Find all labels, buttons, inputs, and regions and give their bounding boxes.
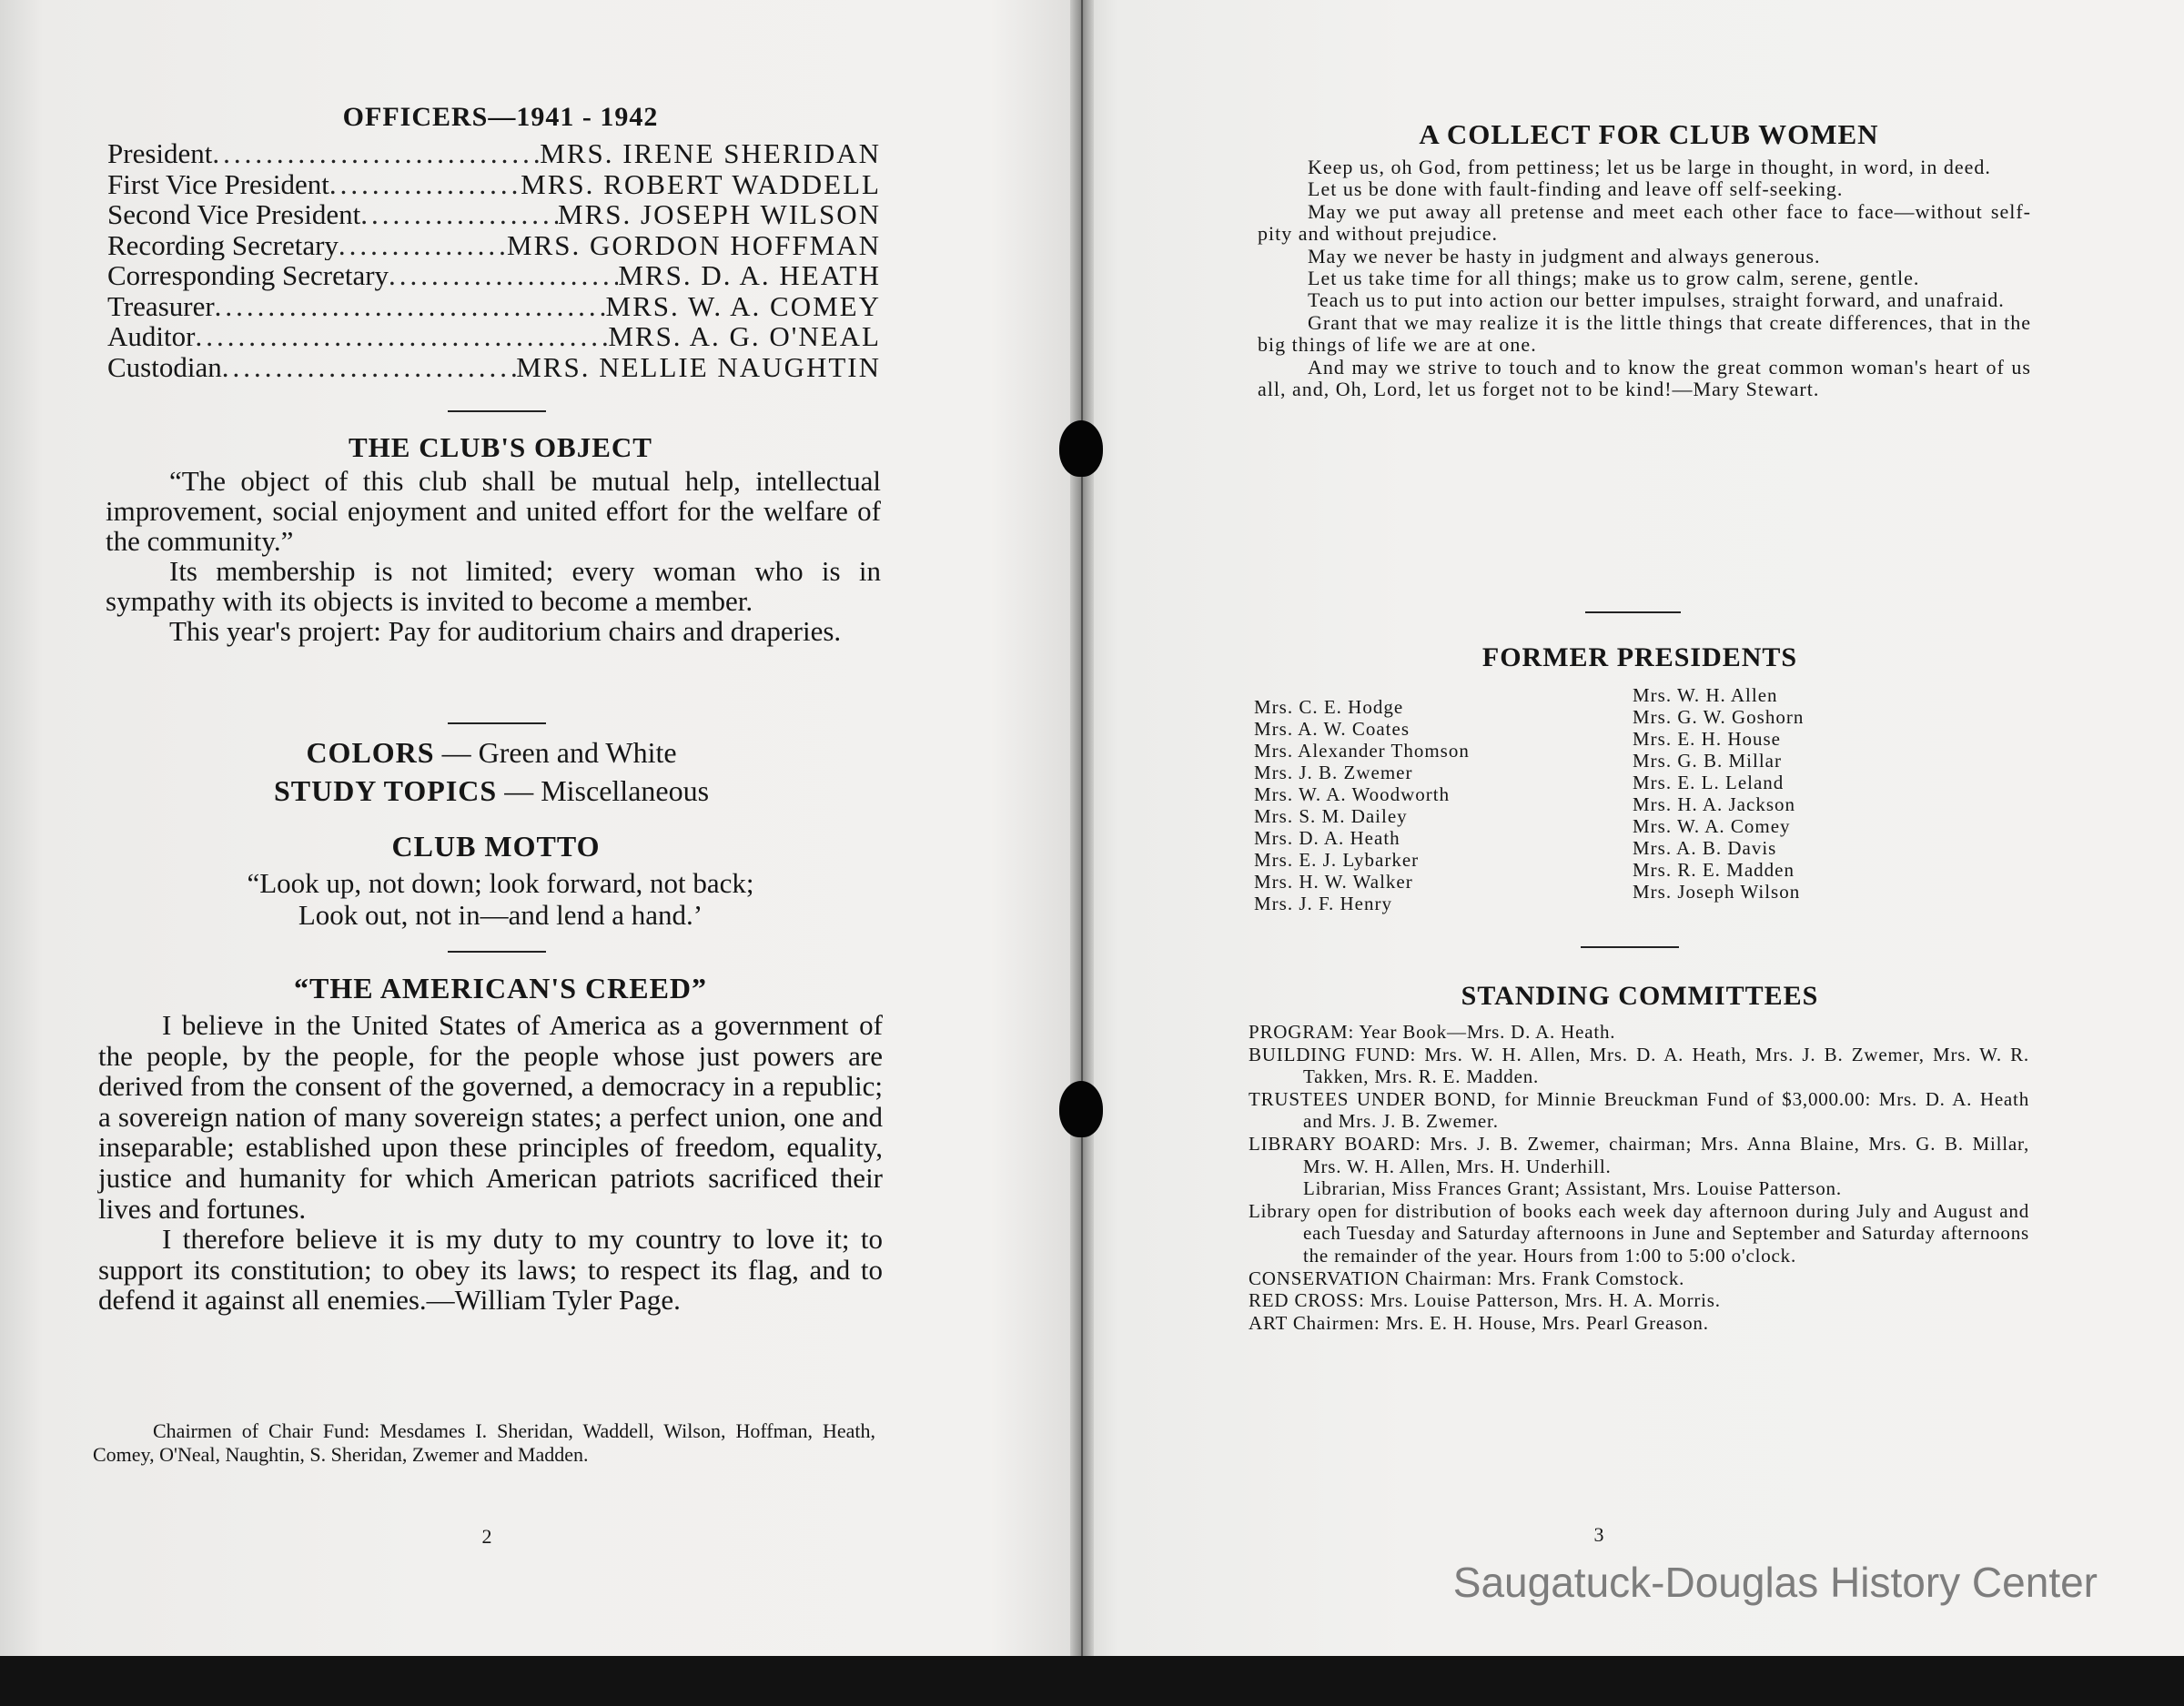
membership-paragraph: Its membership is not limited; every woman who is in sympathy with its objects is invited to become a member. xyxy=(106,555,881,617)
officer-row xyxy=(107,291,881,322)
leader-dots xyxy=(339,230,507,261)
president-name: Mrs. J. F. Henry xyxy=(1254,893,1392,914)
officer-row xyxy=(107,321,881,352)
leader-dots xyxy=(215,291,606,322)
colors-value: — Green and White xyxy=(441,736,677,769)
officer-name: MRS. JOSEPH WILSON xyxy=(558,199,881,230)
officer-name: MRS. W. A. COMEY xyxy=(605,290,881,321)
former-presidents-heading: FORMER PRESIDENTS xyxy=(1481,642,1798,672)
officer-row xyxy=(107,169,881,200)
chair-fund-note: Chairmen of Chair Fund: Mesdames I. Sheridan, Waddell, Wilson, Hoffman, Heath, Comey, O'Neal, Naughtin, S. Sheridan, Zwemer and Madden. xyxy=(93,1419,875,1466)
collect-line: Let us take time for all things; make us to grow calm, serene, gentle. xyxy=(1308,267,1920,290)
collect-line: May we never be hasty in judgment and always generous. xyxy=(1308,244,1821,268)
officer-name: MRS. NELLIE NAUGHTIN xyxy=(516,351,881,382)
former-presidents-left-column xyxy=(1254,696,1636,914)
president-name: Mrs. D. A. Heath xyxy=(1254,827,1400,849)
committee-text: Chairmen: Mrs. E. H. House, Mrs. Pearl Greason. xyxy=(1292,1311,1709,1334)
committee-building-fund xyxy=(1249,1044,2029,1088)
officer-row xyxy=(107,260,881,291)
officer-name: MRS. GORDON HOFFMAN xyxy=(507,229,881,260)
creed-paragraph-1: I believe in the United States of America as a government of the people, by the people, for the people whose just powers are derived from the consent of the governed, a democracy in a republic; a sovereign nation of many sovereign states; a perfect union, one and inseparable; established upon these principles of freedom, equality, justice and humanity for which American patriots sacrificed their lives and fortunes. xyxy=(98,1009,883,1225)
officers-heading: OFFICERS—1941 - 1942 xyxy=(342,102,659,132)
library-hours: Library open for distribution of books each week day afternoon during July and August and each Tuesday and Saturday afternoons in June and September and Saturday afternoons the remainder of the year. Hours from 1:00 to 5:00 o'clock. xyxy=(1249,1199,2029,1267)
officer-row xyxy=(107,352,881,383)
leader-dots xyxy=(360,199,558,230)
leader-dots xyxy=(222,352,516,383)
divider-rule xyxy=(1581,946,1679,948)
former-presidents-right-column xyxy=(1633,684,1997,903)
punch-hole xyxy=(1059,1081,1103,1137)
committee-label: LIBRARY BOARD: xyxy=(1249,1132,1421,1155)
colors-label: COLORS xyxy=(306,736,435,769)
president-name: Mrs. E. J. Lybarker xyxy=(1254,849,1420,871)
officer-name: MRS. IRENE SHERIDAN xyxy=(540,138,881,169)
committee-text: Mrs. J. B. Zwemer, chairman; Mrs. Anna Blaine, Mrs. G. B. Millar, Mrs. W. H. Allen, Mrs. H. Underhill. xyxy=(1303,1132,2029,1177)
officer-role: Second Vice President xyxy=(107,199,361,230)
club-motto-text xyxy=(118,867,883,931)
project-paragraph: This year's projert: Pay for auditorium chairs and draperies. xyxy=(169,615,842,647)
officer-role: Recording Secretary xyxy=(107,229,339,260)
officer-role: Treasurer xyxy=(107,290,215,321)
committee-label: RED CROSS: xyxy=(1249,1289,1365,1312)
collect-heading: A COLLECT FOR CLUB WOMEN xyxy=(1419,118,1879,150)
club-object-heading: THE CLUB'S OBJECT xyxy=(349,431,652,463)
president-name: Mrs. G. B. Millar xyxy=(1633,750,1782,772)
collect-line: Grant that we may realize it is the little things that create differences, that in the big things of life we are at one. xyxy=(1258,310,2031,357)
committee-label: BUILDING FUND: xyxy=(1249,1043,1417,1065)
standing-committees-heading: STANDING COMMITTEES xyxy=(1461,981,1819,1011)
leader-dots xyxy=(389,260,618,291)
president-name: Mrs. G. W. Goshorn xyxy=(1633,706,1805,728)
leader-dots xyxy=(212,138,540,169)
divider-rule xyxy=(1585,611,1681,613)
leader-dots xyxy=(329,169,521,200)
president-name: Mrs. S. M. Dailey xyxy=(1254,805,1408,827)
creed-paragraph-2: I therefore believe it is my duty to my country to love it; to support its constitution; to obey its laws; to respect its flag, and to defend it against all enemies.—William Tyler Page. xyxy=(98,1223,883,1317)
president-name: Mrs. E. L. Leland xyxy=(1633,772,1785,793)
collect-text xyxy=(1258,156,2031,400)
president-name: Mrs. W. A. Comey xyxy=(1633,815,1791,837)
collect-line: Teach us to put into action our better impulses, straight forward, and unafraid. xyxy=(1308,288,2005,312)
president-name: Mrs. H. A. Jackson xyxy=(1633,793,1795,815)
standing-committees-list xyxy=(1249,1021,2029,1334)
study-topics-label: STUDY TOPICS xyxy=(273,774,498,807)
committee-label: ART xyxy=(1249,1311,1288,1334)
president-name: Mrs. J. B. Zwemer xyxy=(1254,762,1413,783)
committee-conservation xyxy=(1249,1267,2029,1290)
officer-row xyxy=(107,199,881,230)
committee-text: Mrs. W. H. Allen, Mrs. D. A. Heath, Mrs. J. B. Zwemer, Mrs. W. R. Takken, Mrs. R. E. Madden. xyxy=(1303,1043,2029,1088)
officer-name: MRS. ROBERT WADDELL xyxy=(521,168,881,199)
watermark-text: Saugatuck-Douglas History Center xyxy=(1452,1559,2098,1606)
creed-heading: “THE AMERICAN'S CREED” xyxy=(293,972,708,1004)
collect-line: May we put away all pretense and meet each other face to face—without self-pity and without prejudice. xyxy=(1258,199,2031,246)
president-name: Mrs. Alexander Thomson xyxy=(1254,740,1470,762)
committee-red-cross xyxy=(1249,1289,2029,1312)
binding-fold xyxy=(1070,0,1094,1706)
page-number: 3 xyxy=(1593,1523,1604,1546)
president-name: Mrs. R. E. Madden xyxy=(1633,859,1795,881)
president-name: Mrs. Joseph Wilson xyxy=(1633,881,1801,903)
president-name: Mrs. E. H. House xyxy=(1633,728,1781,750)
committee-text: Year Book—Mrs. D. A. Heath. xyxy=(1359,1021,1616,1043)
page-number: 2 xyxy=(481,1525,492,1548)
committee-text: for Minnie Breuckman Fund of $3,000.00: Mrs. D. A. Heath and Mrs. J. B. Zwemer. xyxy=(1303,1087,2029,1133)
officer-role: President xyxy=(107,138,213,169)
committee-text: Chairman: Mrs. Frank Comstock. xyxy=(1405,1267,1685,1289)
committee-text: Mrs. Louise Patterson, Mrs. H. A. Morris. xyxy=(1370,1289,1721,1312)
punch-hole xyxy=(1059,420,1103,477)
background-surface xyxy=(0,1656,2184,1706)
study-topics-line xyxy=(127,772,855,810)
collect-line: Keep us, oh God, from pettiness; let us be large in thought, in word, in deed. xyxy=(1308,156,1991,178)
officers-list xyxy=(107,138,881,382)
motto-line-2: Look out, not in—and lend a hand.’ xyxy=(298,899,703,931)
officer-role: Corresponding Secretary xyxy=(107,260,389,291)
officer-role: Auditor xyxy=(107,321,196,352)
divider-rule xyxy=(448,722,546,724)
committee-library-board xyxy=(1249,1133,2029,1177)
creed-text xyxy=(98,1010,883,1316)
president-name: Mrs. A. W. Coates xyxy=(1254,718,1410,740)
collect-line: And may we strive to touch and to know the great common woman's heart of us all, and, Oh, Lord, let us forget not to be kind!—Mary Stewart. xyxy=(1258,355,2031,401)
leader-dots xyxy=(195,321,608,352)
colors-line xyxy=(127,733,855,772)
club-object-text xyxy=(106,466,881,646)
committee-label: TRUSTEES UNDER BOND, xyxy=(1249,1087,1497,1110)
president-name: Mrs. C. E. Hodge xyxy=(1254,696,1404,718)
committee-trustees xyxy=(1249,1088,2029,1133)
committee-librarian: Librarian, Miss Frances Grant; Assistant, Mrs. Louise Patterson. xyxy=(1303,1177,1842,1200)
collect-line: Let us be done with fault-finding and leave off self-seeking. xyxy=(1308,177,1844,201)
officer-row xyxy=(107,138,881,169)
officer-name: MRS. A. G. O'NEAL xyxy=(608,321,881,352)
president-name: Mrs. W. H. Allen xyxy=(1633,684,1778,706)
left-page xyxy=(0,0,1077,1706)
officer-row xyxy=(107,230,881,261)
officer-role: First Vice President xyxy=(107,168,329,199)
officer-role: Custodian xyxy=(107,351,222,382)
committee-label: CONSERVATION xyxy=(1249,1267,1400,1289)
divider-rule xyxy=(448,410,546,412)
committee-art xyxy=(1249,1312,2029,1335)
study-topics-value: — Miscellaneous xyxy=(504,774,710,807)
officer-name: MRS. D. A. HEATH xyxy=(618,260,881,291)
president-name: Mrs. A. B. Davis xyxy=(1633,837,1777,859)
object-paragraph: “The object of this club shall be mutual help, intellectual improvement, social enjoyment and united effort for the welfare of the community.” xyxy=(106,465,881,557)
committee-program xyxy=(1249,1021,2029,1044)
president-name: Mrs. W. A. Woodworth xyxy=(1254,783,1451,805)
committee-label: PROGRAM: xyxy=(1249,1021,1355,1043)
club-motto-heading: CLUB MOTTO xyxy=(391,830,601,863)
right-page xyxy=(1085,0,2184,1706)
president-name: Mrs. H. W. Walker xyxy=(1254,871,1413,893)
motto-line-1: “Look up, not down; look forward, not back; xyxy=(247,867,754,899)
divider-rule xyxy=(448,951,546,953)
